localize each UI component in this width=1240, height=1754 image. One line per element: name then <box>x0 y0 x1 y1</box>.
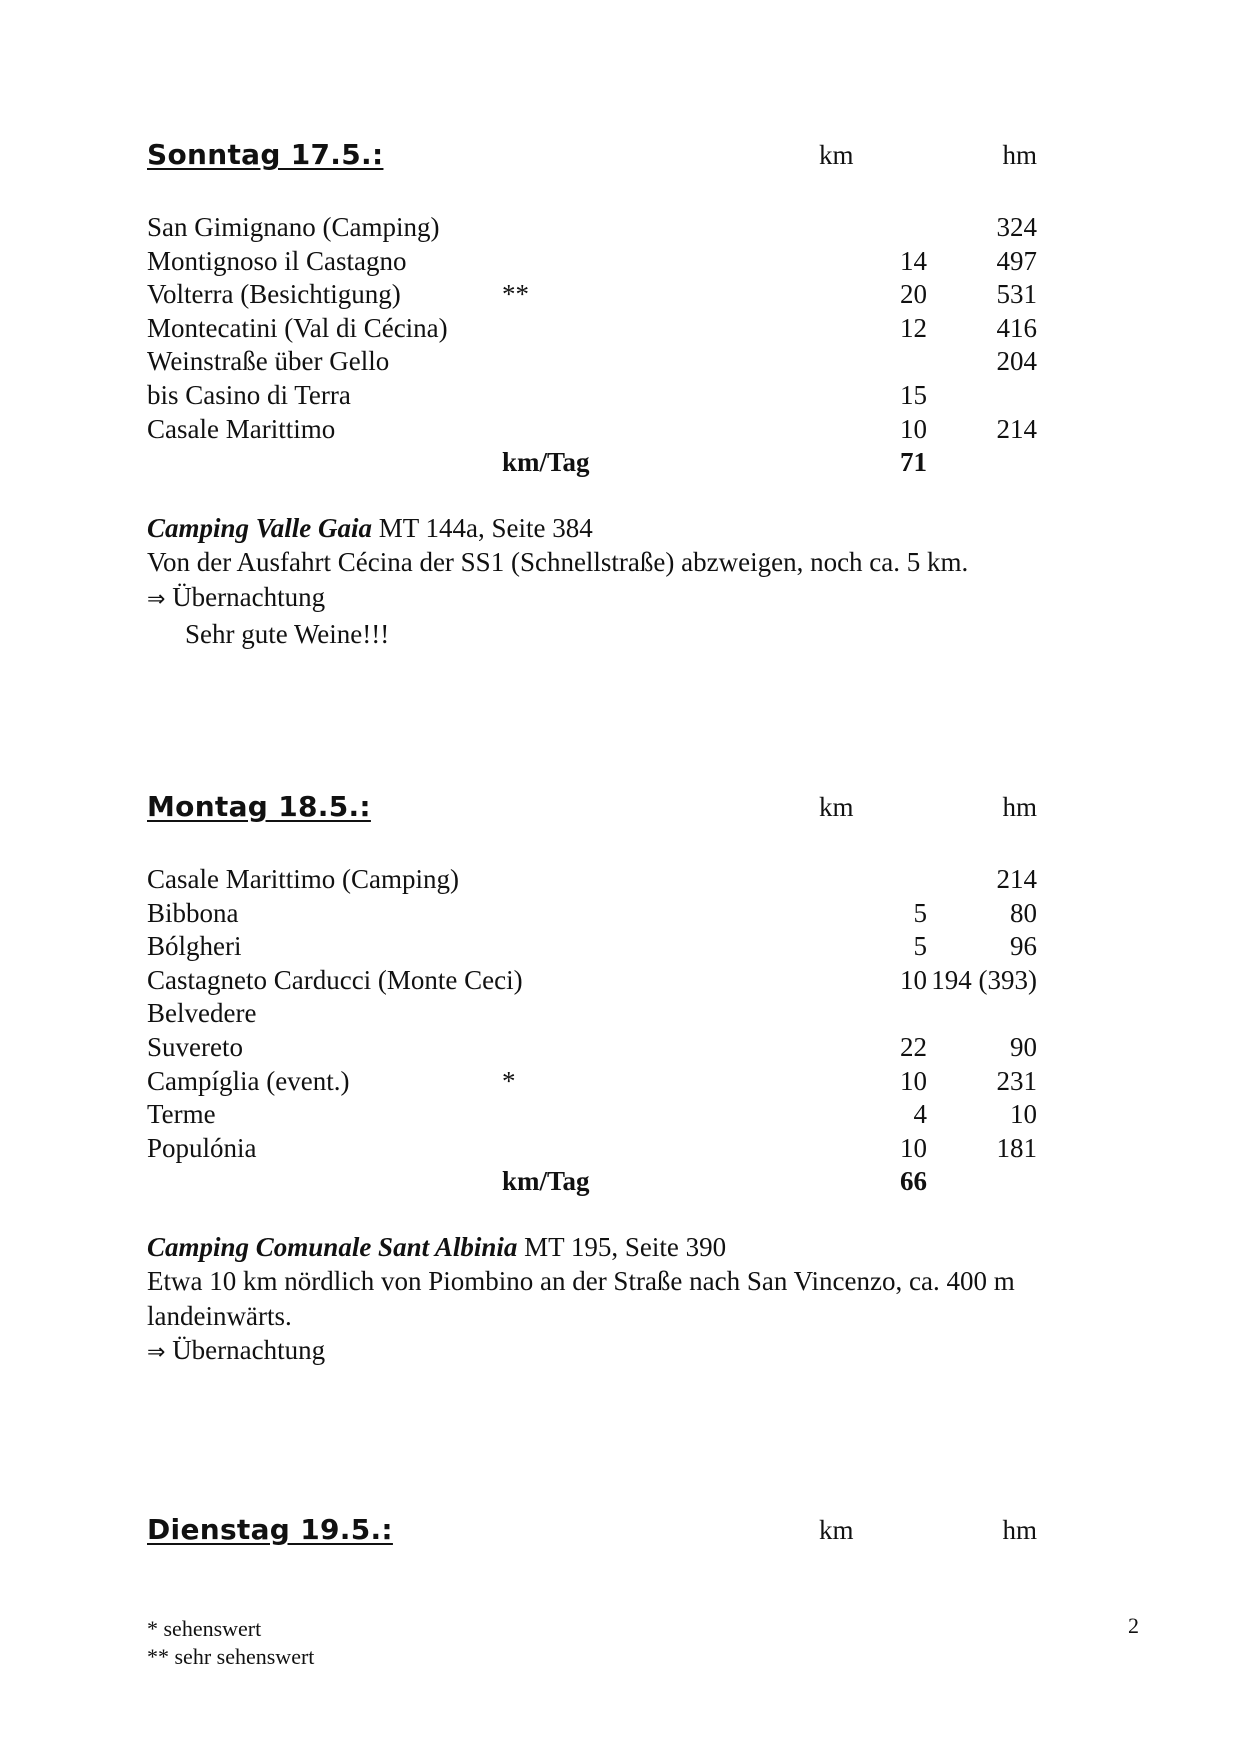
camping-reference: MT 144a, Seite 384 <box>372 512 593 543</box>
place-name: Terme <box>147 1099 216 1130</box>
km-column-header: km <box>819 140 854 170</box>
place-name: Montignoso il Castagno <box>147 245 407 276</box>
hm-value: 324 <box>996 212 1037 242</box>
route-row <box>147 246 1047 280</box>
km-value: 5 <box>913 897 927 928</box>
place-name: Bibbona <box>147 897 239 928</box>
camping-reference: MT 195, Seite 390 <box>517 1231 727 1262</box>
hm-value: 231 <box>996 1065 1037 1096</box>
route-row <box>147 1066 1047 1100</box>
total-km: 71 <box>900 447 927 478</box>
km-value: 10 <box>900 1132 927 1163</box>
hm-value: 204 <box>996 346 1037 377</box>
day-title: Montag 18.5.: <box>147 790 371 823</box>
place-name: Belvedere <box>147 998 257 1029</box>
place-name: Bólgheri <box>147 931 242 962</box>
place-name: Volterra (Besichtigung) <box>147 279 401 310</box>
overnight-label: Übernachtung <box>165 1335 326 1366</box>
hm-value: 96 <box>1010 931 1037 962</box>
day-header <box>147 138 1047 178</box>
day-section-montag <box>147 790 1047 1371</box>
km-value: 10 <box>900 1065 927 1096</box>
day-section-sonntag <box>147 138 1047 652</box>
route-row <box>147 279 1047 313</box>
page-number: 2 <box>1128 1613 1139 1638</box>
route-row <box>147 1133 1047 1167</box>
place-name: bis Casino di Terra <box>147 379 351 410</box>
km-value: 10 <box>900 964 927 995</box>
hm-value: 10 <box>1010 1099 1037 1130</box>
hm-value: 80 <box>1010 897 1037 928</box>
hm-value: 416 <box>996 312 1037 343</box>
km-value: 5 <box>913 931 927 962</box>
route-row <box>147 212 1047 246</box>
camping-name: Camping Valle Gaia <box>147 512 373 543</box>
km-column-header: km <box>819 1515 854 1545</box>
route-row <box>147 346 1047 380</box>
route-row <box>147 313 1047 347</box>
day-title: Sonntag 17.5.: <box>147 138 384 171</box>
km-value: 22 <box>900 1031 927 1062</box>
route-table <box>147 864 1047 1200</box>
total-row <box>147 1166 1047 1200</box>
place-name: Montecatini (Val di Cécina) <box>147 312 448 343</box>
route-row <box>147 1032 1047 1066</box>
overnight-line <box>147 1333 1047 1371</box>
route-row <box>147 965 1047 999</box>
route-row <box>147 931 1047 965</box>
hm-value: 497 <box>996 245 1037 276</box>
km-value: 4 <box>913 1099 927 1130</box>
hm-column-header: hm <box>1002 1515 1037 1545</box>
place-name: Campíglia (event.) <box>147 1065 350 1096</box>
footnote-sehr-sehenswert: ** sehr sehenswert <box>147 1644 315 1669</box>
total-label: km/Tag <box>502 1166 590 1197</box>
hm-value: 214 <box>996 413 1037 444</box>
km-value: 14 <box>900 245 927 276</box>
arrow-right-icon: ⇒ <box>147 1340 166 1366</box>
km-value: 20 <box>900 279 927 310</box>
route-row <box>147 898 1047 932</box>
footnotes <box>147 1615 314 1671</box>
place-name: Weinstraße über Gello <box>147 346 390 377</box>
hm-column-header: hm <box>1002 792 1037 822</box>
overnight-label: Übernachtung <box>165 581 326 612</box>
total-row <box>147 447 1047 481</box>
camping-line <box>147 511 1047 546</box>
day-title: Dienstag 19.5.: <box>147 1513 393 1546</box>
camping-name: Camping Comunale Sant Albinia <box>147 1231 518 1262</box>
place-name: San Gimignano (Camping) <box>147 212 440 242</box>
day-section-dienstag <box>147 1513 1047 1553</box>
total-km: 66 <box>900 1166 927 1197</box>
hm-value: 194 (393) <box>931 964 1037 995</box>
hm-column-header: hm <box>1002 140 1037 170</box>
km-value: 10 <box>900 413 927 444</box>
extra-note: Sehr gute Weine!!! <box>185 619 390 650</box>
route-row <box>147 414 1047 448</box>
arrow-right-icon: ⇒ <box>147 586 166 612</box>
sight-mark: * <box>502 1065 516 1096</box>
hm-value: 90 <box>1010 1031 1037 1062</box>
hm-value: 214 <box>996 864 1037 894</box>
total-label: km/Tag <box>502 447 590 478</box>
km-value: 12 <box>900 312 927 343</box>
place-name: Populónia <box>147 1132 257 1163</box>
day-header <box>147 790 1047 830</box>
route-row <box>147 380 1047 414</box>
hm-value: 181 <box>996 1132 1037 1163</box>
camping-notes <box>147 511 1047 652</box>
route-row <box>147 1099 1047 1133</box>
route-table <box>147 212 1047 481</box>
camping-description: Etwa 10 km nördlich von Piombino an der Straße nach San Vincenzo, ca. 400 m landeinwärts. <box>147 1266 1015 1331</box>
route-row <box>147 998 1047 1032</box>
route-row <box>147 864 1047 898</box>
hm-value: 531 <box>996 279 1037 310</box>
sight-mark: ** <box>502 279 529 310</box>
footnote-sehenswert: * sehenswert <box>147 1616 262 1641</box>
place-name: Casale Marittimo <box>147 413 336 444</box>
camping-description: Von der Ausfahrt Cécina der SS1 (Schnellstraße) abzweigen, noch ca. 5 km. <box>147 547 969 578</box>
place-name: Casale Marittimo (Camping) <box>147 864 459 894</box>
camping-notes <box>147 1230 1047 1371</box>
day-header <box>147 1513 1047 1553</box>
km-column-header: km <box>819 792 854 822</box>
overnight-line <box>147 580 1047 618</box>
place-name: Suvereto <box>147 1031 243 1062</box>
km-value: 15 <box>900 379 927 410</box>
place-name: Castagneto Carducci (Monte Ceci) <box>147 964 523 995</box>
camping-line <box>147 1230 1047 1265</box>
